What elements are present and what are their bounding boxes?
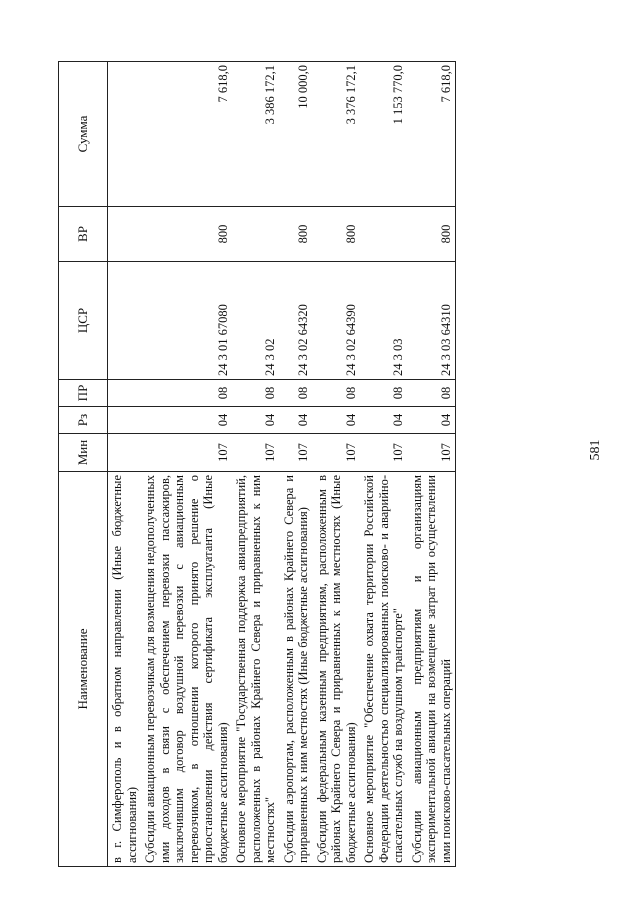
row-rz	[108, 407, 142, 434]
row-min	[108, 434, 142, 472]
row-csr: 24 3 03	[360, 262, 408, 380]
row-rz: 04	[313, 407, 361, 434]
row-vr	[360, 207, 408, 262]
row-vr: 800	[280, 207, 313, 262]
row-csr: 24 3 02 64320	[280, 262, 313, 380]
row-sum: 10 000,0	[280, 62, 313, 207]
row-rz: 04	[232, 407, 280, 434]
rotated-page-content	[58, 62, 581, 867]
row-pr: 08	[280, 380, 313, 407]
table-row	[313, 62, 361, 867]
table-row	[108, 62, 142, 867]
row-sum: 3 386 172,1	[232, 62, 280, 207]
row-sum	[108, 62, 142, 207]
row-min: 107	[408, 434, 456, 472]
row-csr: 24 3 02 64390	[313, 262, 361, 380]
header-min: Мин	[59, 434, 108, 472]
row-csr: 24 3 03 64310	[408, 262, 456, 380]
row-name: Субсидии авиационным предприятиям и организациям экспериментальной авиации на возмещение затрат при осуществлении ими поисково-спасательных операций	[408, 472, 456, 867]
header-rz: Рз	[59, 407, 108, 434]
header-csr: ЦСР	[59, 262, 108, 380]
row-rz: 04	[280, 407, 313, 434]
row-name: Основное мероприятие "Государственная поддержка авиапредприятий, расположенных в районах Крайнего Севера и приравненных к ним местностях"	[232, 472, 280, 867]
row-vr: 800	[313, 207, 361, 262]
row-pr: 08	[232, 380, 280, 407]
row-min: 107	[280, 434, 313, 472]
row-rz: 04	[360, 407, 408, 434]
row-rz: 04	[141, 407, 232, 434]
row-name: Субсидии аэропортам, расположенным в районах Крайнего Севера и приравненных к ним местностях (Иные бюджетные ассигнования)	[280, 472, 313, 867]
row-csr: 24 3 01 67080	[141, 262, 232, 380]
header-pr: ПР	[59, 380, 108, 407]
row-rz: 04	[408, 407, 456, 434]
row-min: 107	[313, 434, 361, 472]
table-row	[408, 62, 456, 867]
row-min: 107	[232, 434, 280, 472]
row-pr: 08	[313, 380, 361, 407]
row-vr	[232, 207, 280, 262]
page-number: 581	[588, 439, 603, 461]
table-row	[280, 62, 313, 867]
table-row	[232, 62, 280, 867]
row-sum: 7 618,0	[141, 62, 232, 207]
row-name: Субсидии федеральным казенным предприятиям, расположенным в районах Крайнего Севера и приравненных к ним местностях (Иные бюджетные ассигнования)	[313, 472, 361, 867]
row-pr: 08	[141, 380, 232, 407]
table-row	[360, 62, 408, 867]
table-header-row	[59, 62, 108, 867]
table-row	[141, 62, 232, 867]
row-pr: 08	[408, 380, 456, 407]
row-pr	[108, 380, 142, 407]
budget-table	[58, 61, 456, 867]
header-vr: ВР	[59, 207, 108, 262]
row-sum: 3 376 172,1	[313, 62, 361, 207]
row-sum: 1 153 770,0	[360, 62, 408, 207]
row-csr: 24 3 02	[232, 262, 280, 380]
row-csr	[108, 262, 142, 380]
row-pr: 08	[360, 380, 408, 407]
row-vr: 800	[408, 207, 456, 262]
row-name: Основное мероприятие "Обеспечение охвата территории Российской Федерации деятельностью специализированных поисково- и аварийно-спасательных служб на воздушном транспорте"	[360, 472, 408, 867]
row-vr: 800	[141, 207, 232, 262]
row-name: в г. Симферополь и в обратном направлении (Иные бюджетные ассигнования)	[108, 472, 142, 867]
row-min: 107	[141, 434, 232, 472]
row-vr	[108, 207, 142, 262]
header-name: Наименование	[59, 472, 108, 867]
row-name: Субсидии авиационным перевозчикам для возмещения недополученных ими доходов в связи с обеспечением перевозки пассажиров, заключившим договор воздушной перевозки с авиационным перевозчиком, в отношении которого принято решение о приостановлении действия сертификата эксплуатанта (Иные бюджетные ассигнования)	[141, 472, 232, 867]
header-sum: Сумма	[59, 62, 108, 207]
row-sum: 7 618,0	[408, 62, 456, 207]
row-min: 107	[360, 434, 408, 472]
